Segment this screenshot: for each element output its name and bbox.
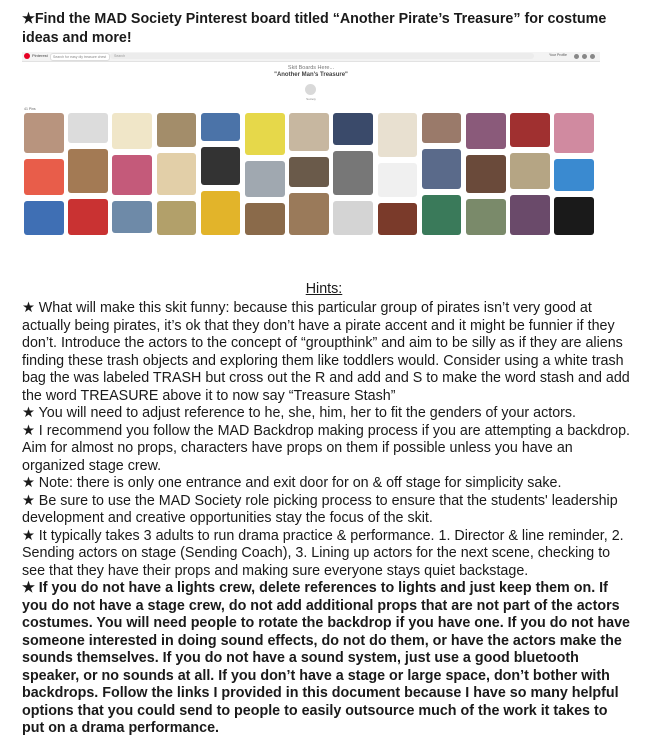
pin-image bbox=[422, 149, 462, 189]
pin-image bbox=[554, 159, 594, 191]
message-icon bbox=[582, 54, 587, 59]
pin-image bbox=[466, 199, 506, 235]
pin-image bbox=[378, 163, 418, 197]
profile-icon bbox=[590, 54, 595, 59]
pin-image bbox=[68, 113, 108, 143]
board-avatar bbox=[305, 84, 316, 95]
hints-heading: Hints: bbox=[305, 281, 343, 297]
pin-image bbox=[245, 161, 285, 197]
pin-image bbox=[333, 113, 373, 145]
pinterest-top-bar bbox=[22, 52, 600, 62]
pin-image bbox=[24, 201, 64, 235]
pin-image bbox=[201, 191, 241, 235]
hint-paragraph: ★ Be sure to use the MAD Society role picking process to ensure that the students' leadership development and creative opportunities stay the focus of the skit. bbox=[22, 492, 618, 526]
pin-image bbox=[289, 113, 329, 151]
hint-paragraph: ★ You will need to adjust reference to he, she, him, her to fit the genders of your actors. bbox=[22, 405, 577, 421]
pin-image bbox=[68, 199, 108, 235]
board-kicker: Skit Boards Here... bbox=[287, 65, 335, 71]
pin-image bbox=[157, 201, 197, 235]
hint-paragraph: ★ If you do not have a lights crew, delete references to lights and just keep them on. If you do not have a stage crew, do not add additional props that are not part of the actors costumes. You will need people to rotate the backdrop if you have one. If you do not have someone interested in doing sound effects, do not do them, or have the actors make the sounds themselves. If you do not have a sound system, just use a good bluetooth speaker, or no sounds at all. If you don’t have a stage or large space, don’t bother with backdrops. Follow the links I provided in this document because I have so many helpful options that you could send to people to easily outsource much of the work it takes to put on a drama performance. bbox=[22, 580, 630, 736]
pin-image bbox=[554, 113, 594, 153]
pin-image bbox=[24, 159, 64, 195]
page-heading: ★Find the MAD Society Pinterest board titled “Another Pirate’s Treasure” for costume ideas and more! bbox=[22, 11, 607, 46]
pin-image bbox=[201, 113, 241, 141]
pin-image bbox=[554, 197, 594, 235]
pin-image bbox=[201, 147, 241, 185]
pin-image bbox=[510, 153, 550, 189]
hint-paragraph: ★ Note: there is only one entrance and exit door for on & off stage for simplicity sake. bbox=[22, 475, 562, 491]
pin-image bbox=[466, 113, 506, 149]
pin-image bbox=[378, 203, 418, 235]
pinterest-logo-icon bbox=[24, 53, 30, 59]
pin-image bbox=[333, 151, 373, 195]
pin-image bbox=[466, 155, 506, 193]
pin-image bbox=[112, 155, 152, 195]
pin-image bbox=[289, 193, 329, 235]
pin-image bbox=[157, 153, 197, 195]
pin-image bbox=[333, 201, 373, 235]
pin-image bbox=[112, 201, 152, 233]
hint-paragraph: ★ What will make this skit funny: because this particular group of pirates isn’t very good at actually being pirates, it’s ok that they don’t have a pirate accent and it might be funnier if they don’t. Introduce the actors to the concept of “groupthink” and aim to be silly as if they are aliens finding these trash objects and exploring them like toddlers would. Consider using a white trash bag the was labeled TRASH but cross out the R and add and S to make the word stash and add the word TREASURE above it to now say “Treasure Stash” bbox=[22, 300, 630, 404]
pin-image bbox=[68, 149, 108, 193]
search-bar: Search bbox=[110, 53, 534, 59]
account-label: Your Profile bbox=[549, 53, 567, 57]
pin-image bbox=[112, 113, 152, 149]
pin-image bbox=[157, 113, 197, 147]
search-box: Search for easy diy treasure chest bbox=[50, 53, 110, 61]
hints-body bbox=[22, 300, 630, 738]
board-title: "Another Man's Treasure" bbox=[274, 72, 348, 78]
hint-paragraph: ★ I recommend you follow the MAD Backdrop making process if you are attempting a backdrop. Aim for almost no props, characters have props on them if possible unless you have an organized stage crew. bbox=[22, 422, 631, 474]
pin-image bbox=[245, 203, 285, 235]
pin-image bbox=[378, 113, 418, 157]
notification-icon bbox=[574, 54, 579, 59]
pin-image bbox=[422, 195, 462, 235]
pin-image bbox=[422, 113, 462, 143]
avatar-caption: Society bbox=[306, 97, 316, 101]
pin-image bbox=[510, 113, 550, 147]
hint-paragraph: ★ It typically takes 3 adults to run drama practice & performance. 1. Director & line reminder, 2. Sending actors on stage (Sending Coach), 3. Lining up actors for the next scene, checking to see that they have their props and making sure everyone stays quiet backstage. bbox=[22, 527, 624, 579]
pin-image bbox=[24, 113, 64, 153]
brand-label: Pinterest bbox=[32, 53, 48, 58]
pin-image bbox=[510, 195, 550, 235]
pin-image bbox=[245, 113, 285, 155]
pinterest-board-screenshot bbox=[22, 52, 600, 275]
pin-image bbox=[289, 157, 329, 187]
pin-count: 41 Pins bbox=[24, 107, 36, 111]
